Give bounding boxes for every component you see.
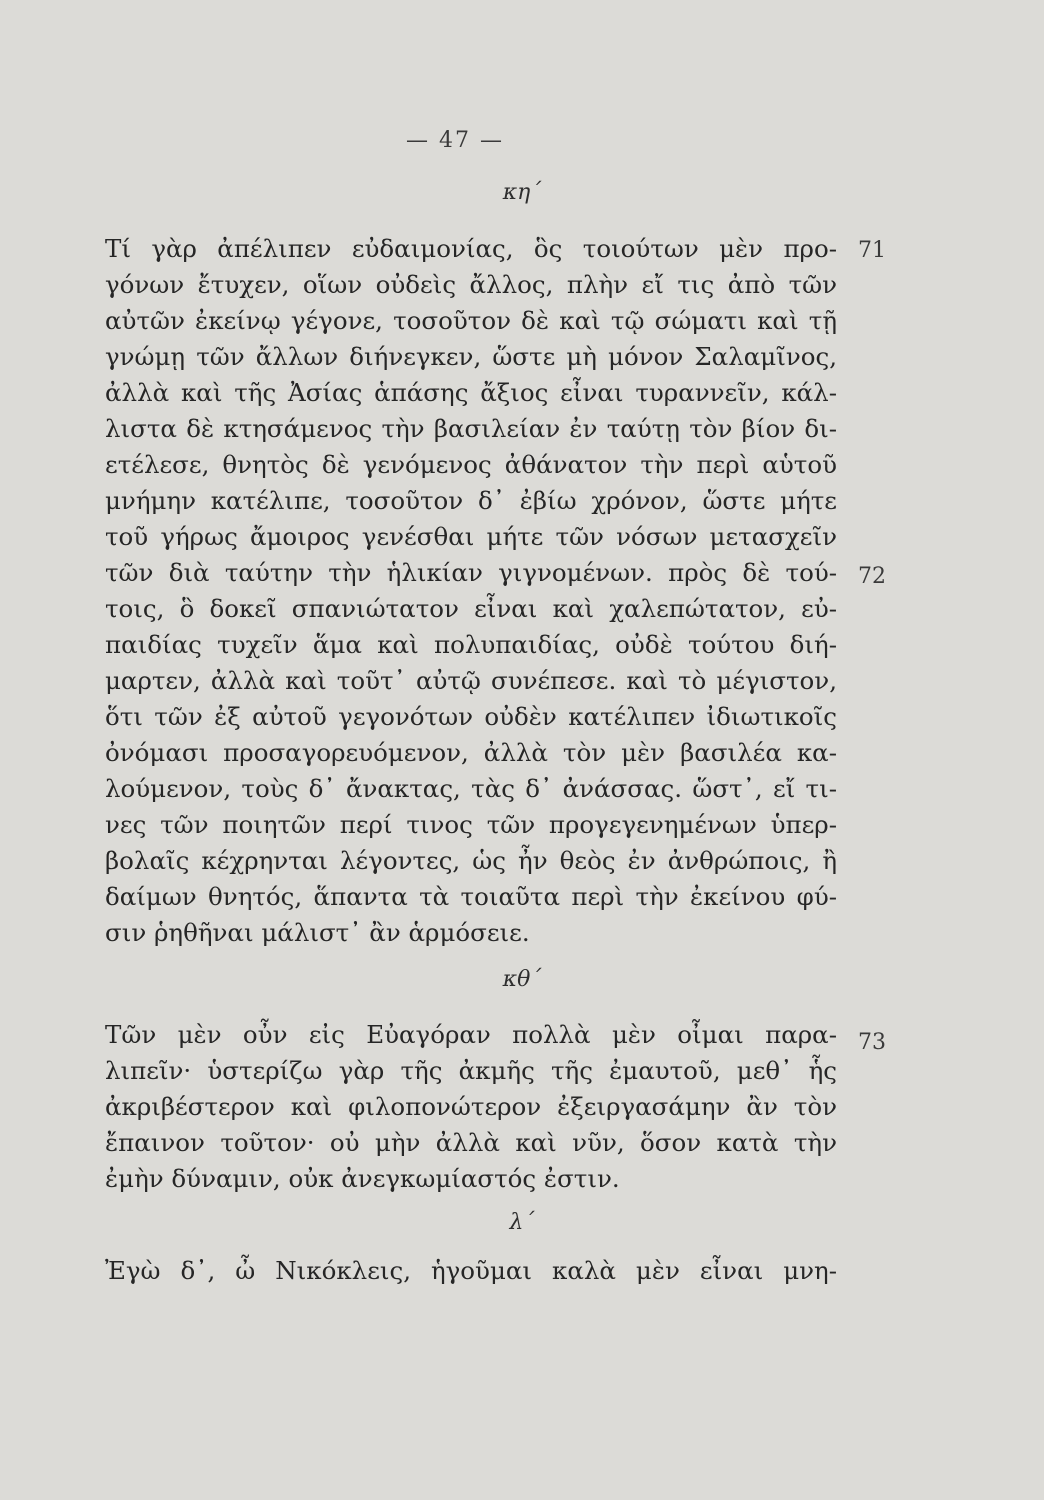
text-line: μνήμην κατέλιπε, τοσοῦτον δ᾽ ἐβίω χρόνον, ὥστε μήτε [105,486,837,515]
text-line: ετέλεσε, θνητὸς δὲ γενόμενος ἀθάνατον τὴν περὶ αὑτοῦ [105,450,837,479]
text-line: ἔπαινον τοῦτον· οὐ μὴν ἀλλὰ καὶ νῦν, ὅσον κατὰ τὴν [105,1128,837,1157]
text-line: δαίμων θνητός, ἅπαντα τὰ τοιαῦτα περὶ τὴν ἐκείνου φύ- [105,882,837,911]
text-line: τοις, ὃ δοκεῖ σπανιώτατον εἶναι καὶ χαλεπώτατον, εὐ- [105,594,837,623]
text-line: αὐτῶν ἐκείνῳ γέγονε, τοσοῦτον δὲ καὶ τῷ σώματι καὶ τῇ [105,306,837,335]
page-number: — 47 — [406,128,504,153]
margin-number: 71 [858,238,886,263]
text-line: Τί γὰρ ἀπέλιπεν εὐδαιμονίας, ὃς τοιούτων μὲν προ- [105,234,837,263]
text-line: ὅτι τῶν ἐξ αὐτοῦ γεγονότων οὐδὲν κατέλιπεν ἰδιωτικοῖς [105,702,837,731]
section-heading-29: κθ´ [502,967,542,992]
text-line: παιδίας τυχεῖν ἅμα καὶ πολυπαιδίας, οὐδὲ τούτου διή- [105,630,837,659]
text-line: ἀλλὰ καὶ τῆς Ἀσίας ἁπάσης ἄξιος εἶναι τυραννεῖν, κάλ- [105,378,837,407]
text-line: ὀνόμασι προσαγορευόμενον, ἀλλὰ τὸν μὲν βασιλέα κα- [105,738,837,767]
text-line: σιν ῥηθῆναι μάλιστ᾽ ἂν ἁρμόσειε. [105,918,530,947]
text-line: λιπεῖν· ὑστερίζω γὰρ τῆς ἀκμῆς τῆς ἐμαυτοῦ, μεθ᾽ ἧς [105,1056,837,1085]
text-line: τοῦ γήρως ἄμοιρος γενέσθαι μήτε τῶν νόσων μετασχεῖν [105,522,837,551]
text-line: ἐμὴν δύναμιν, οὐκ ἀνεγκωμίαστός ἐστιν. [105,1164,620,1193]
text-line: γνώμῃ τῶν ἄλλων διήνεγκεν, ὥστε μὴ μόνον Σαλαμῖνος, [105,342,837,371]
text-line: λούμενον, τοὺς δ᾽ ἄνακτας, τὰς δ᾽ ἀνάσσας. ὥστ᾽, εἴ τι- [105,774,837,803]
margin-number: 73 [858,1030,886,1055]
margin-number: 72 [858,564,886,589]
text-line: Τῶν μὲν οὖν εἰς Εὐαγόραν πολλὰ μὲν οἶμαι παρα- [105,1020,837,1049]
text-line: νες τῶν ποιητῶν περί τινος τῶν προγεγενημένων ὑπερ- [105,810,837,839]
text-line: μαρτεν, ἀλλὰ καὶ τοῦτ᾽ αὐτῷ συνέπεσε. καὶ τὸ μέγιστον, [105,666,837,695]
text-line: βολαῖς κέχρηνται λέγοντες, ὡς ἦν θεὸς ἐν ἀνθρώποις, ἢ [105,846,837,875]
text-line: ἀκριβέστερον καὶ φιλοπονώτερον ἐξειργασάμην ἂν τὸν [105,1092,837,1121]
text-line: Ἐγὼ δ᾽, ὦ Νικόκλεις, ἡγοῦμαι καλὰ μὲν εἶναι μνη- [105,1256,837,1285]
text-line: τῶν διὰ ταύτην τὴν ἡλικίαν γιγνομένων. πρὸς δὲ τού- [105,558,837,587]
text-line: γόνων ἔτυχεν, οἵων οὐδεὶς ἄλλος, πλὴν εἴ τις ἀπὸ τῶν [105,270,837,299]
section-heading-28: κη´ [502,180,542,205]
text-line: λιστα δὲ κτησάμενος τὴν βασιλείαν ἐν ταύτῃ τὸν βίον δι- [105,414,837,443]
section-heading-30: λ´ [509,1210,535,1235]
